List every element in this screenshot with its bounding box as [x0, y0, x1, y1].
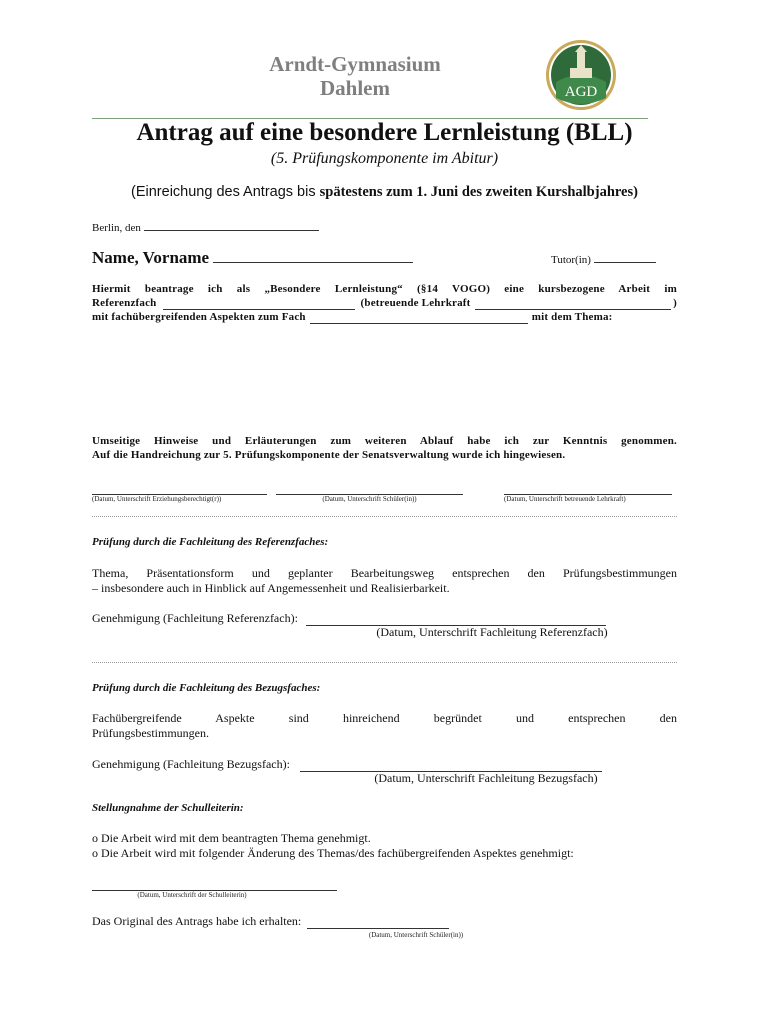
school-name-line1: Arndt-Gymnasium: [269, 52, 441, 76]
ref-text-line2: – insbesondere auch in Hinblick auf Angemessenheit und Realisierbarkeit.: [92, 581, 450, 595]
receipt-label: Das Original des Antrags habe ich erhalten:: [92, 914, 302, 928]
guardian-signature: [92, 484, 267, 503]
notice-line1: Umseitige Hinweise und Erläuterungen zum weiteren Ablauf habe ich zur Kenntnis genommen.: [92, 435, 677, 447]
tutor-label: Tutor(in): [551, 254, 591, 266]
ref-section-text: [92, 566, 677, 596]
student-signature-field[interactable]: [276, 484, 463, 495]
student-signature-caption: (Datum, Unterschrift Schüler(in)): [322, 495, 417, 503]
bez-section-text: [92, 711, 677, 741]
divider: [92, 516, 677, 517]
ref-approval-label: Genehmigung (Fachleitung Referenzfach):: [92, 611, 298, 625]
ref-approval-row: [92, 611, 677, 626]
guardian-signature-caption: (Datum, Unterschrift Erziehungsberechtigt(r)): [92, 495, 222, 503]
receipt-field[interactable]: [307, 918, 449, 929]
principal-option-1[interactable]: o Die Arbeit wird mit dem beantragten Thema genehmigt.: [92, 831, 371, 845]
referenzfach-field[interactable]: [163, 299, 355, 310]
lehrkraft-field[interactable]: [475, 299, 672, 310]
school-crest-icon: [544, 38, 618, 112]
ref-text-line1: Thema, Präsentationsform und geplanter Bearbeitungsweg entsprechen den Prüfungsbestimmungen: [92, 566, 677, 580]
notice-paragraph: [92, 434, 677, 462]
name-label: Name, Vorname: [92, 248, 210, 267]
request-paragraph: [92, 282, 677, 324]
request-line2: [92, 296, 677, 310]
berlin-label: Berlin, den: [92, 222, 141, 234]
notice-line2: Auf die Handreichung zur 5. Prüfungskomponente der Senatsverwaltung wurde ich hingewiesen.: [92, 449, 566, 461]
guardian-signature-field[interactable]: [92, 484, 267, 495]
berlin-date-row: [92, 220, 319, 234]
page-title: Antrag auf eine besondere Lernleistung (BLL): [136, 119, 633, 146]
principal-signature-field[interactable]: [92, 880, 337, 891]
tutor-row: [551, 252, 656, 266]
bezugsfach-field[interactable]: [310, 313, 528, 324]
bezugsfach-label: mit fachübergreifenden Aspekten zum Fach: [92, 311, 306, 323]
thema-field[interactable]: [92, 330, 677, 430]
bez-approval-row: [92, 757, 677, 772]
ref-section-heading: Prüfung durch die Fachleitung des Referenzfaches:: [92, 536, 329, 548]
principal-signature-caption: (Datum, Unterschrift der Schulleiterin): [137, 891, 247, 899]
school-name: [230, 52, 480, 100]
referenzfach-label: Referenzfach: [92, 297, 157, 309]
request-line1: Hiermit beantrage ich als „Besondere Lernleistung“ (§14 VOGO) eine kursbezogene Arbeit im: [92, 283, 677, 295]
receipt-caption: (Datum, Unterschrift Schüler(in)): [368, 931, 464, 939]
ref-approval-caption: (Datum, Unterschrift Fachleitung Referenzfach): [376, 625, 608, 639]
tutor-field[interactable]: [594, 252, 656, 263]
teacher-signature: [504, 484, 672, 503]
lehrkraft-close: ): [673, 297, 677, 309]
name-field[interactable]: [213, 250, 413, 263]
bez-section-heading: Prüfung durch die Fachleitung des Bezugsfaches:: [92, 682, 321, 694]
teacher-signature-caption: (Datum, Unterschrift betreuende Lehrkraft): [504, 495, 626, 503]
bez-approval-caption: (Datum, Unterschrift Fachleitung Bezugsfach): [374, 771, 598, 785]
request-line3: [92, 310, 677, 324]
bez-text-line2: Prüfungsbestimmungen.: [92, 726, 209, 740]
bez-approval-label: Genehmigung (Fachleitung Bezugsfach):: [92, 757, 290, 771]
name-row: [92, 248, 413, 268]
teacher-signature-field[interactable]: [504, 484, 672, 495]
bez-text-line1: Fachübergreifende Aspekte sind hinreichend begründet und entsprechen den: [92, 711, 677, 725]
receipt-row: [92, 914, 677, 929]
date-field[interactable]: [144, 220, 319, 231]
principal-heading: Stellungnahme der Schulleiterin:: [92, 802, 244, 814]
deadline-bold: spätestens zum 1. Juni des zweiten Kurshalbjahres): [319, 184, 638, 200]
principal-options: [92, 831, 677, 861]
student-signature: [276, 484, 463, 503]
page-subtitle: (5. Prüfungskomponente im Abitur): [270, 150, 499, 167]
lehrkraft-label: (betreuende Lehrkraft: [360, 297, 471, 309]
school-name-line2: Dahlem: [320, 76, 390, 100]
deadline-note: [92, 184, 677, 201]
deadline-prefix: (Einreichung des Antrags bis: [131, 184, 320, 200]
logo-text: AGD: [564, 84, 598, 100]
divider: [92, 662, 677, 663]
principal-option-2[interactable]: o Die Arbeit wird mit folgender Änderung des Themas/des fachübergreifenden Aspektes genehmigt:: [92, 846, 574, 860]
thema-label: mit dem Thema:: [531, 311, 613, 323]
principal-signature: [92, 880, 337, 899]
